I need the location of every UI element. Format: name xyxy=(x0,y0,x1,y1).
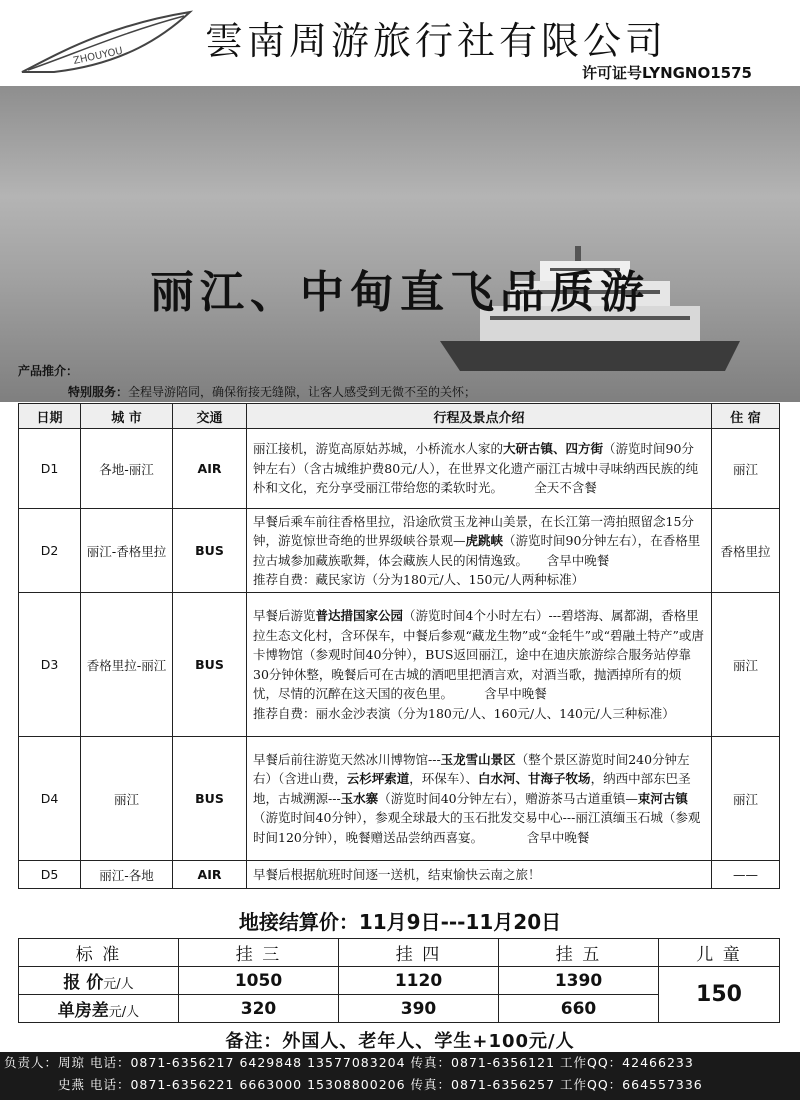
table-row xyxy=(19,861,780,889)
city-cell: 各地-丽江 xyxy=(81,429,173,509)
city-cell: 香格里拉-丽江 xyxy=(81,593,173,737)
price-title: 地接结算价：11月9日---11月20日 xyxy=(238,910,562,934)
itinerary-desc: 丽江接机，游览高原姑苏城，小桥流水人家的大研古镇、四方街（游览时间90分钟左右）（含古城维护费80元/人），在世界文化遗产丽江古城中寻味纳西民族的纯朴和文化，充分享受丽江带给您的柔软时光。 全天不含餐 xyxy=(247,429,712,509)
col-itinerary: 行程及景点介绍 xyxy=(247,404,712,429)
quote-5star: 1390 xyxy=(499,967,659,995)
price-table xyxy=(18,938,780,1023)
quote-4star: 1120 xyxy=(339,967,499,995)
city-cell: 丽江-各地 xyxy=(81,861,173,889)
day-cell: D4 xyxy=(19,737,81,861)
single-3star: 320 xyxy=(179,995,339,1023)
itinerary-desc: 早餐后根据航班时间逐一送机，结束愉快云南之旅！ xyxy=(247,861,712,889)
city-cell: 丽江-香格里拉 xyxy=(81,509,173,593)
single-4star: 390 xyxy=(339,995,499,1023)
col-standard: 标 准 xyxy=(19,939,179,967)
day-cell: D1 xyxy=(19,429,81,509)
license-number: 许可证号LYNGNO1575 xyxy=(581,64,752,82)
col-city: 城 市 xyxy=(81,404,173,429)
col-3star: 挂 三 xyxy=(179,939,339,967)
day-cell: D2 xyxy=(19,509,81,593)
intro-heading: 产品推介： xyxy=(18,364,79,378)
quote-row xyxy=(19,967,780,995)
hero-banner xyxy=(0,86,800,402)
transport-cell: AIR xyxy=(173,429,247,509)
quote-label: 报 价元/人 xyxy=(19,967,179,995)
col-transport: 交通 xyxy=(173,404,247,429)
page-title: 丽江、中甸直飞品质游 xyxy=(150,267,650,318)
remark: 备注：外国人、老年人、学生+100元/人 xyxy=(225,1031,575,1052)
logo-text: ZHOUYOU xyxy=(72,45,124,67)
child-price: 150 xyxy=(659,967,780,1023)
col-4star: 挂 四 xyxy=(339,939,499,967)
transport-cell: AIR xyxy=(173,861,247,889)
table-row xyxy=(19,593,780,737)
col-stay: 住 宿 xyxy=(712,404,780,429)
day-cell: D5 xyxy=(19,861,81,889)
contact-line: 史燕 电话：0871-6356221 6663000 15308800206 传真：0871-6356257 工作QQ：664557336 xyxy=(4,1077,703,1092)
intro-item: 特别服务：全程导游陪同，确保衔接无缝隙，让客人感受到无微不至的关怀； xyxy=(68,385,477,399)
feather-logo xyxy=(14,6,194,80)
itinerary-desc: 早餐后游览普达措国家公园（游览时间4个小时左右）---碧塔海、属都湖，香格里拉生态文化村，含环保车，中餐后参观“藏龙生物”或“金牦牛”或“碧融土特产”或唐卡博物馆（参观时间40分钟），BUS返回丽江，途中在迪庆旅游综合服务站停靠30分钟休整，晚餐后可在古城的酒吧里把酒言欢，对酒当歌，抛洒掉所有的烦忧，尽情的沉醉在这天国的夜色里。 含早中晚餐 推荐自费：丽水金沙表演（分为180元/人、160元/人、140元/人三种标准） xyxy=(247,593,712,737)
product-intro xyxy=(18,361,484,402)
col-date: 日期 xyxy=(19,404,81,429)
stay-cell: 丽江 xyxy=(712,737,780,861)
transport-cell: BUS xyxy=(173,737,247,861)
itinerary-desc: 早餐后乘车前往香格里拉，沿途欣赏玉龙神山美景，在长江第一湾拍照留念15分钟，游览惊世奇绝的世界级峡谷景观—虎跳峡（游览时间90分钟左右），在香格里拉古城参加藏族歌舞，体会藏族人民的闲情逸致。 含早中晚餐 推荐自费：藏民家访（分为180元/人、150元/人两种标准） xyxy=(247,509,712,593)
contact-line: 负责人：周琼 电话：0871-6356217 6429848 13577083204 传真：0871-6356121 工作QQ：42466233 xyxy=(4,1055,694,1070)
transport-cell: BUS xyxy=(173,593,247,737)
table-row xyxy=(19,509,780,593)
col-5star: 挂 五 xyxy=(499,939,659,967)
single-label: 单房差元/人 xyxy=(19,995,179,1023)
company-name: 雲南周游旅行社有限公司 xyxy=(205,19,668,63)
price-header-row xyxy=(19,939,780,967)
stay-cell: —— xyxy=(712,861,780,889)
itinerary-header-row xyxy=(19,404,780,429)
table-row xyxy=(19,429,780,509)
stay-cell: 丽江 xyxy=(712,429,780,509)
header xyxy=(0,0,800,86)
table-row xyxy=(19,737,780,861)
col-child: 儿 童 xyxy=(659,939,780,967)
stay-cell: 丽江 xyxy=(712,593,780,737)
itinerary-desc: 早餐后前往游览天然冰川博物馆---玉龙雪山景区（整个景区游览时间240分钟左右）（含进山费，云杉坪索道，环保车）、白水河、甘海子牧场，纳西中部东巴圣地，古城溯源---玉水寨（游览时间40分钟左右），赠游茶马古道重镇—束河古镇（游览时间40分钟），参观全球最大的玉石批发交易中心---丽江滇缅玉石城（参观时间120分钟），晚餐赠送品尝纳西喜宴。 含早中晚餐 xyxy=(247,737,712,861)
transport-cell: BUS xyxy=(173,509,247,593)
city-cell: 丽江 xyxy=(81,737,173,861)
single-5star: 660 xyxy=(499,995,659,1023)
quote-3star: 1050 xyxy=(179,967,339,995)
day-cell: D3 xyxy=(19,593,81,737)
itinerary-table xyxy=(18,403,780,889)
stay-cell: 香格里拉 xyxy=(712,509,780,593)
contact-footer xyxy=(0,1052,800,1100)
